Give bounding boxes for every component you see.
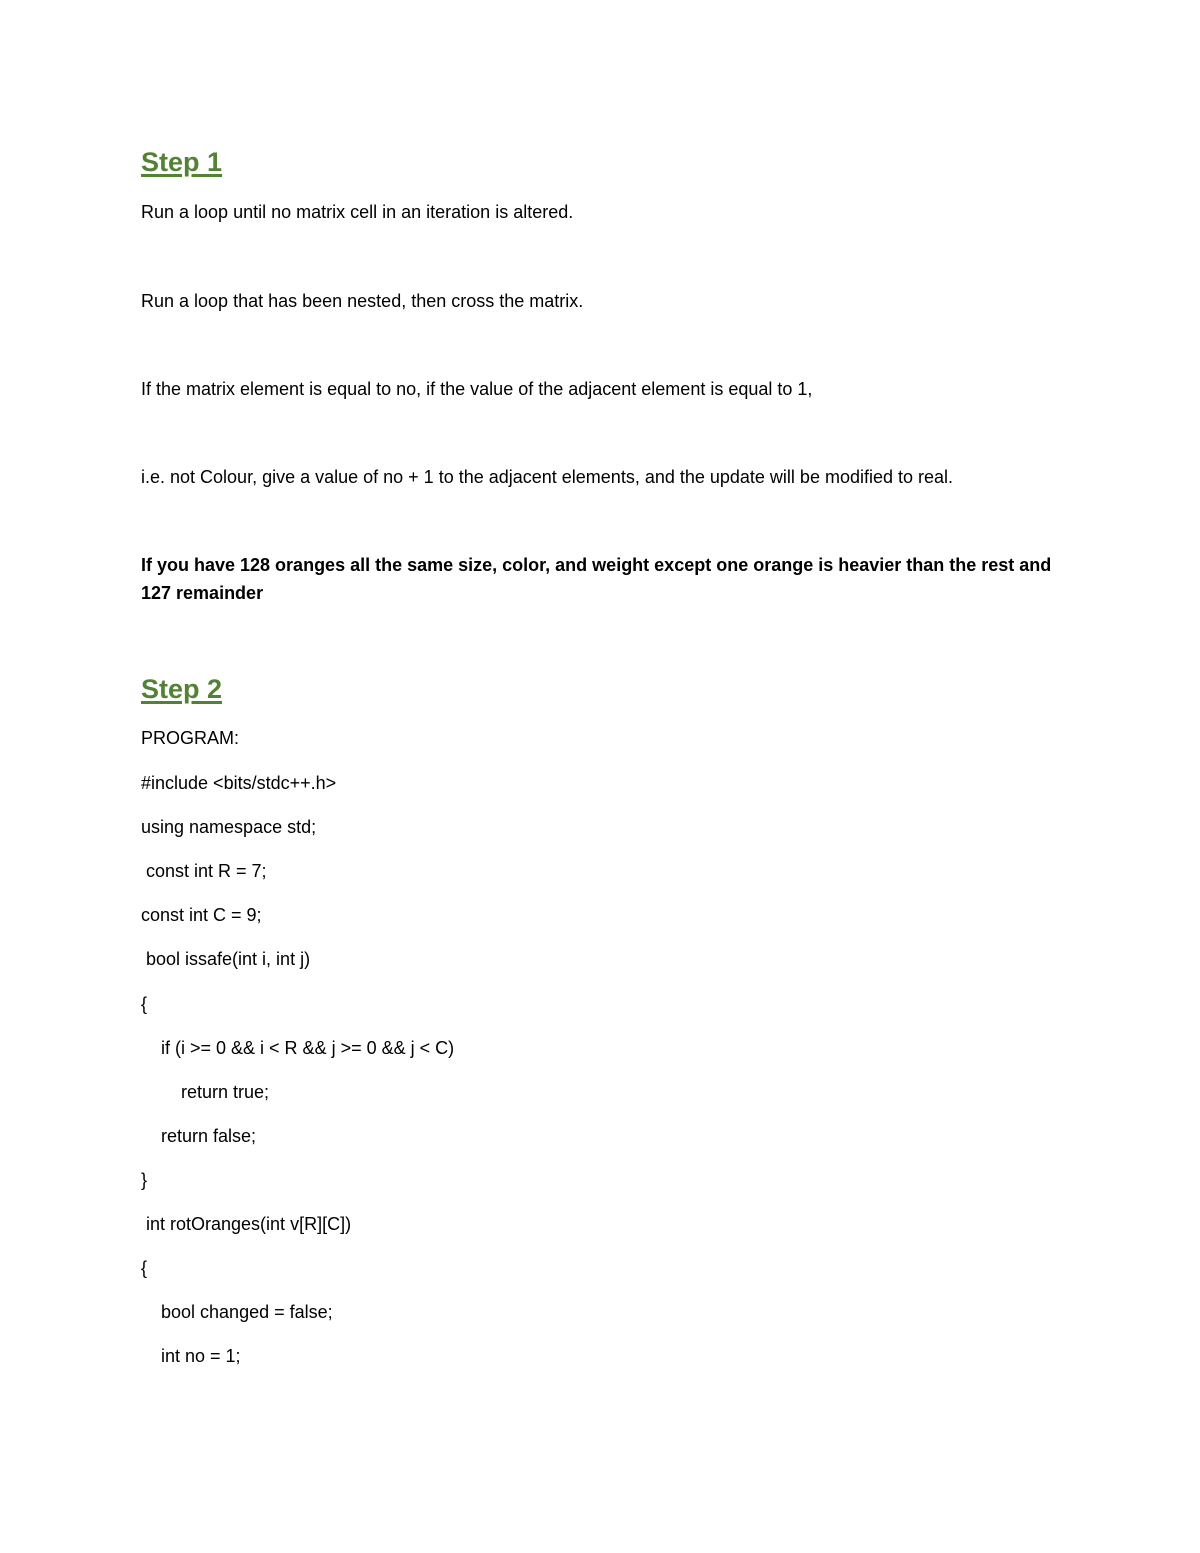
step-1-paragraph-4: i.e. not Colour, give a value of no + 1 to the adjacent elements, and the update will be modified to real. [141,467,954,487]
step-1-heading: Step 1 [141,147,223,177]
code-line: if (i >= 0 && i < R && j >= 0 && j < C) [141,1038,455,1058]
code-line: return false; [141,1126,257,1146]
code-line: const int R = 7; [141,861,267,881]
code-line: { [141,1258,148,1278]
code-line: bool changed = false; [141,1302,333,1322]
code-line: bool issafe(int i, int j) [141,949,311,969]
step-1-paragraph-3: If the matrix element is equal to no, if the value of the adjacent element is equal to 1, [141,379,813,399]
code-line: const int C = 9; [141,905,262,925]
code-line: #include <bits/stdc++.h> [141,773,337,793]
step-1-paragraph-2: Run a loop that has been nested, then cross the matrix. [141,291,584,311]
code-line: } [141,1170,148,1190]
step-2-heading: Step 2 [141,674,223,704]
code-line: using namespace std; [141,817,317,837]
code-line: int no = 1; [141,1346,241,1366]
code-line: return true; [141,1082,270,1102]
code-line: int rotOranges(int v[R][C]) [141,1214,352,1234]
step-1-paragraph-1: Run a loop until no matrix cell in an iteration is altered. [141,202,574,222]
code-line: { [141,994,148,1014]
program-label: PROGRAM: [141,728,240,748]
bold-note: If you have 128 oranges all the same size, color, and weight except one orange is heavier than the rest and 127 remainder [141,555,1052,603]
